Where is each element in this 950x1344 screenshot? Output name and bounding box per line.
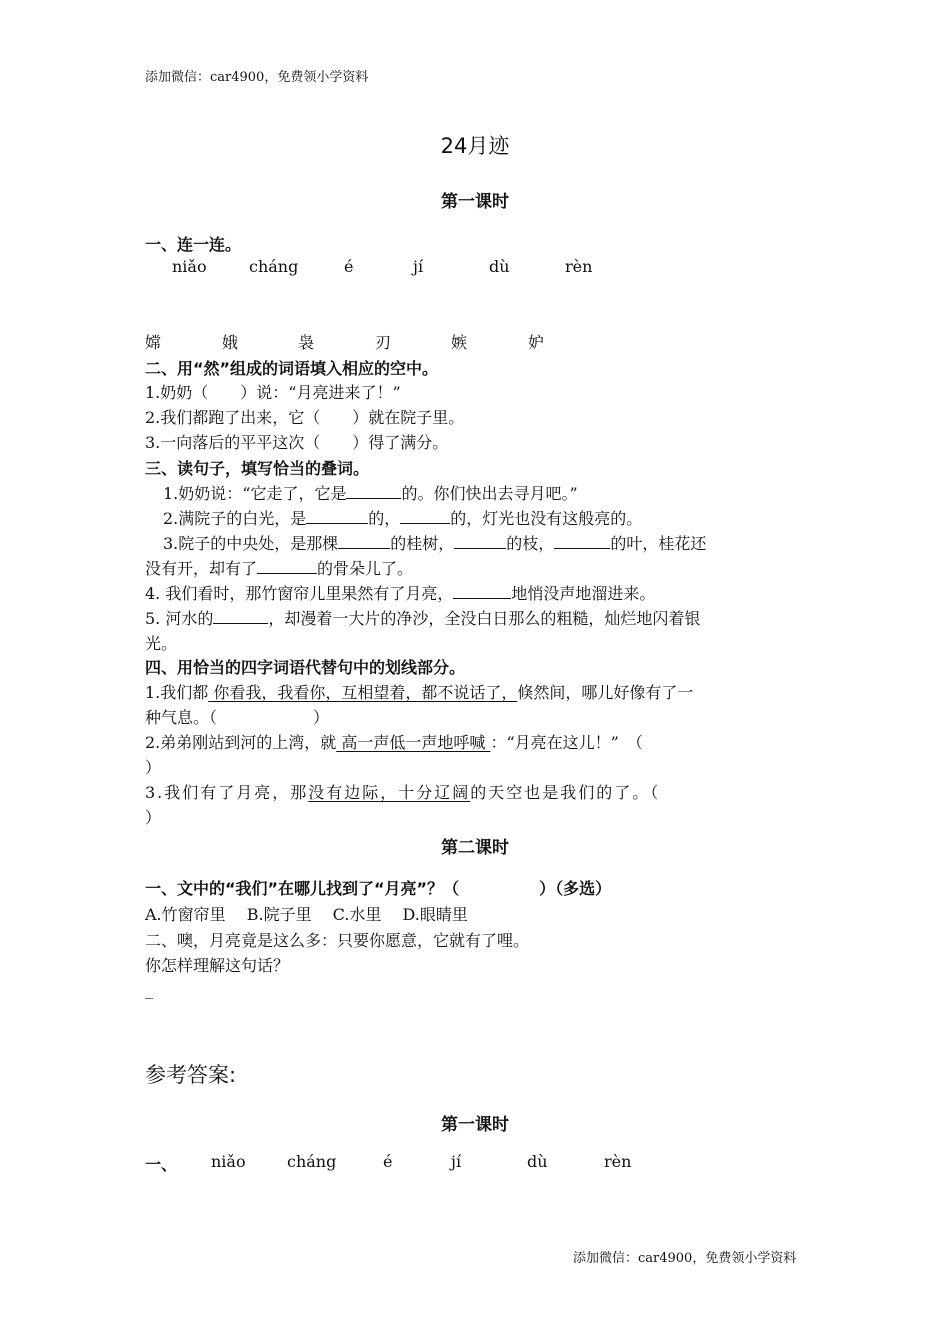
l2-question-2b: 你怎样理解这句话？ [145, 956, 290, 975]
s2-item-2: 2.我们都跑了出来，它（ ）就在院子里。 [145, 408, 465, 427]
page-header: 添加微信：car4900，免费领小学资料 [145, 70, 369, 85]
s4-item-2-cont: ） [145, 758, 162, 777]
char-2: 娥 [222, 333, 239, 352]
answer-pinyin-6: rèn [604, 1152, 632, 1171]
answer-pinyin-3: é [383, 1152, 393, 1171]
fill-blank[interactable] [257, 559, 317, 574]
page-footer: 添加微信：car4900，免费领小学资料 [573, 1251, 797, 1266]
underlined-phrase: 高一声低一声地呼喊 [336, 733, 491, 752]
fill-blank[interactable] [454, 534, 506, 549]
s3-item-2: 2.满院子的白光，是 的， 的，灯光也没有这般亮的。 [163, 509, 643, 528]
char-6: 妒 [528, 333, 545, 352]
s3-item-5-cont: 光。 [145, 634, 178, 653]
s4-heading: 四、用恰当的四字词语代替句中的划线部分。 [145, 658, 466, 677]
fill-blank[interactable] [213, 609, 268, 624]
fill-blank[interactable] [554, 534, 610, 549]
fill-blank[interactable] [453, 584, 511, 599]
lesson1-title: 第一课时 [441, 192, 509, 212]
answer-pinyin-2: cháng [287, 1152, 337, 1171]
pinyin-6: rèn [565, 257, 593, 276]
lesson2-title: 第二课时 [441, 838, 509, 858]
fill-blank[interactable] [400, 509, 450, 524]
answer-pinyin-1: niǎo [211, 1152, 246, 1171]
s3-heading: 三、读句子，填写恰当的叠词。 [145, 459, 370, 478]
answer-line[interactable]: _ [145, 980, 153, 999]
underlined-phrase: 没有边际，十分辽阔 [308, 783, 471, 802]
l2-question-2: 二、噢，月亮竟是这么多：只要你愿意，它就有了哩。 [145, 931, 530, 950]
s2-item-3: 3.一向落后的平平这次（ ）得了满分。 [145, 433, 449, 452]
s3-item-3-cont: 没有开，却有了 的骨朵儿了。 [145, 559, 414, 578]
answer-pinyin-4: jí [451, 1152, 462, 1171]
pinyin-2: cháng [249, 257, 299, 276]
s4-item-1: 1.我们都 你看我，我看你，互相望着，都不说话了，倏然间，哪儿好像有了一 [145, 683, 694, 702]
s2-item-1: 1.奶奶（ ）说：“月亮进来了！” [145, 383, 401, 402]
char-3: 袅 [298, 333, 315, 352]
fill-blank[interactable] [338, 534, 390, 549]
fill-blank[interactable] [306, 509, 368, 524]
fill-blank[interactable] [346, 484, 401, 499]
pinyin-4: jí [413, 257, 424, 276]
s1-heading: 一、连一连。 [145, 235, 242, 254]
answers-lesson-title: 第一课时 [441, 1115, 509, 1135]
s3-item-4: 4. 我们看时，那竹窗帘儿里果然有了月亮， 地悄没声地溜进来。 [145, 584, 656, 603]
s3-item-1: 1.奶奶说：“它走了，它是 的。你们快出去寻月吧。” [163, 484, 578, 503]
char-4: 刃 [375, 333, 392, 352]
page-title: 24月迹 [440, 134, 510, 158]
char-1: 嫦 [145, 333, 162, 352]
pinyin-1: niǎo [172, 257, 207, 276]
underlined-phrase: 你看我，我看你，互相望着，都不说话了， [208, 683, 518, 702]
s3-item-5: 5. 河水的 ，却漫着一大片的净沙，全没白日那么的粗糙，灿烂地闪着银 [145, 609, 701, 628]
l2-question-1: 一、文中的“我们”在哪儿找到了“月亮”？（ ）（多选） [145, 879, 612, 898]
s4-item-1-cont: 种气息。（ ） [145, 708, 330, 727]
pinyin-5: dù [489, 257, 510, 276]
answers-label: 一、 [145, 1155, 178, 1174]
pinyin-3: é [344, 257, 354, 276]
s4-item-3: 3.我们有了月亮，那没有边际，十分辽阔的天空也是我们的了。（ [145, 783, 661, 802]
s2-heading: 二、用“然”组成的词语填入相应的空中。 [145, 359, 439, 378]
s4-item-2: 2.弟弟刚站到河的上湾，就 高一声低一声地呼喊 ：“月亮在这儿！” （ [145, 733, 643, 752]
char-5: 嫉 [451, 333, 468, 352]
answers-heading: 参考答案: [145, 1063, 237, 1087]
l2-options: A.竹窗帘里 B.院子里 C.水里 D.眼睛里 [145, 905, 468, 924]
s3-item-3: 3.院子的中央处，是那棵 的桂树， 的枝， 的叶，桂花还 [163, 534, 707, 553]
s4-item-3-cont: ） [145, 808, 162, 827]
answer-pinyin-5: dù [527, 1152, 548, 1171]
